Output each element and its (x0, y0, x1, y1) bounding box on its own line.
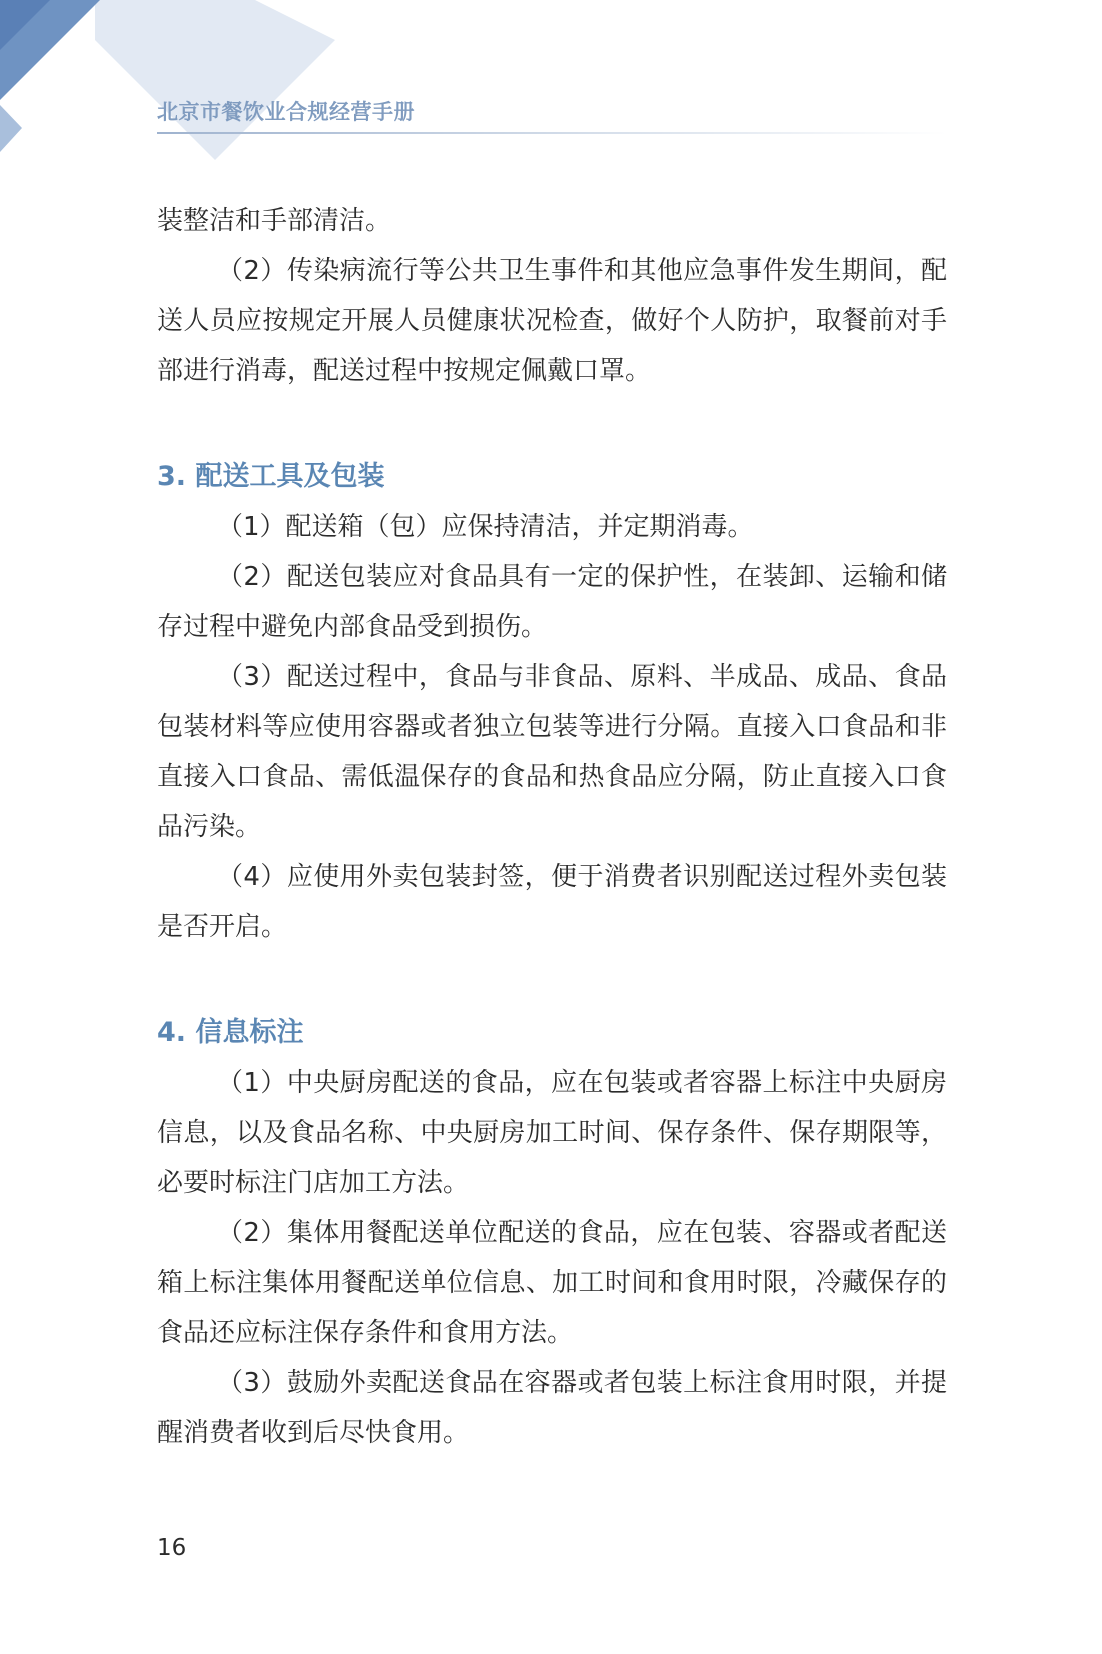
intro-continuation: 装整洁和手部清洁。 (157, 206, 392, 236)
section-heading-3: 3. 配送工具及包装 (157, 461, 385, 492)
section-3-paragraph-1: （1）配送箱（包）应保持清洁，并定期消毒。 (217, 512, 754, 542)
intro-paragraph-2: （2）传染病流行等公共卫生事件和其他应急事件发生期间，配送人员应按规定开展人员健康状况检查，做好个人防护，取餐前对手部进行消毒，配送过程中按规定佩戴口罩。 (157, 256, 947, 386)
section-3-paragraph-2: （2）配送包装应对食品具有一定的保护性，在装卸、运输和储存过程中避免内部食品受到损伤。 (157, 562, 947, 642)
corner-decoration (0, 0, 360, 180)
section-3-paragraph-3: （3）配送过程中，食品与非食品、原料、半成品、成品、食品包装材料等应使用容器或者独立包装等进行分隔。直接入口食品和非直接入口食品、需低温保存的食品和热食品应分隔，防止直接入口食品污染。 (157, 662, 947, 842)
section-4-paragraph-2: （2）集体用餐配送单位配送的食品，应在包装、容器或者配送箱上标注集体用餐配送单位信息、加工时间和食用时限，冷藏保存的食品还应标注保存条件和食用方法。 (157, 1218, 947, 1348)
section-4-paragraph-3: （3）鼓励外卖配送食品在容器或者包装上标注食用时限，并提醒消费者收到后尽快食用。 (157, 1368, 947, 1448)
document-body (157, 196, 947, 1458)
page-number: 16 (157, 1535, 187, 1561)
running-header-title: 北京市餐饮业合规经营手册 (157, 100, 415, 124)
header-divider (157, 132, 947, 134)
section-heading-4: 4. 信息标注 (157, 1017, 304, 1048)
section-3-paragraph-4: （4）应使用外卖包装封签，便于消费者识别配送过程外卖包装是否开启。 (157, 862, 947, 942)
section-4-paragraph-1: （1）中央厨房配送的食品，应在包装或者容器上标注中央厨房信息，以及食品名称、中央厨房加工时间、保存条件、保存期限等，必要时标注门店加工方法。 (157, 1068, 947, 1198)
